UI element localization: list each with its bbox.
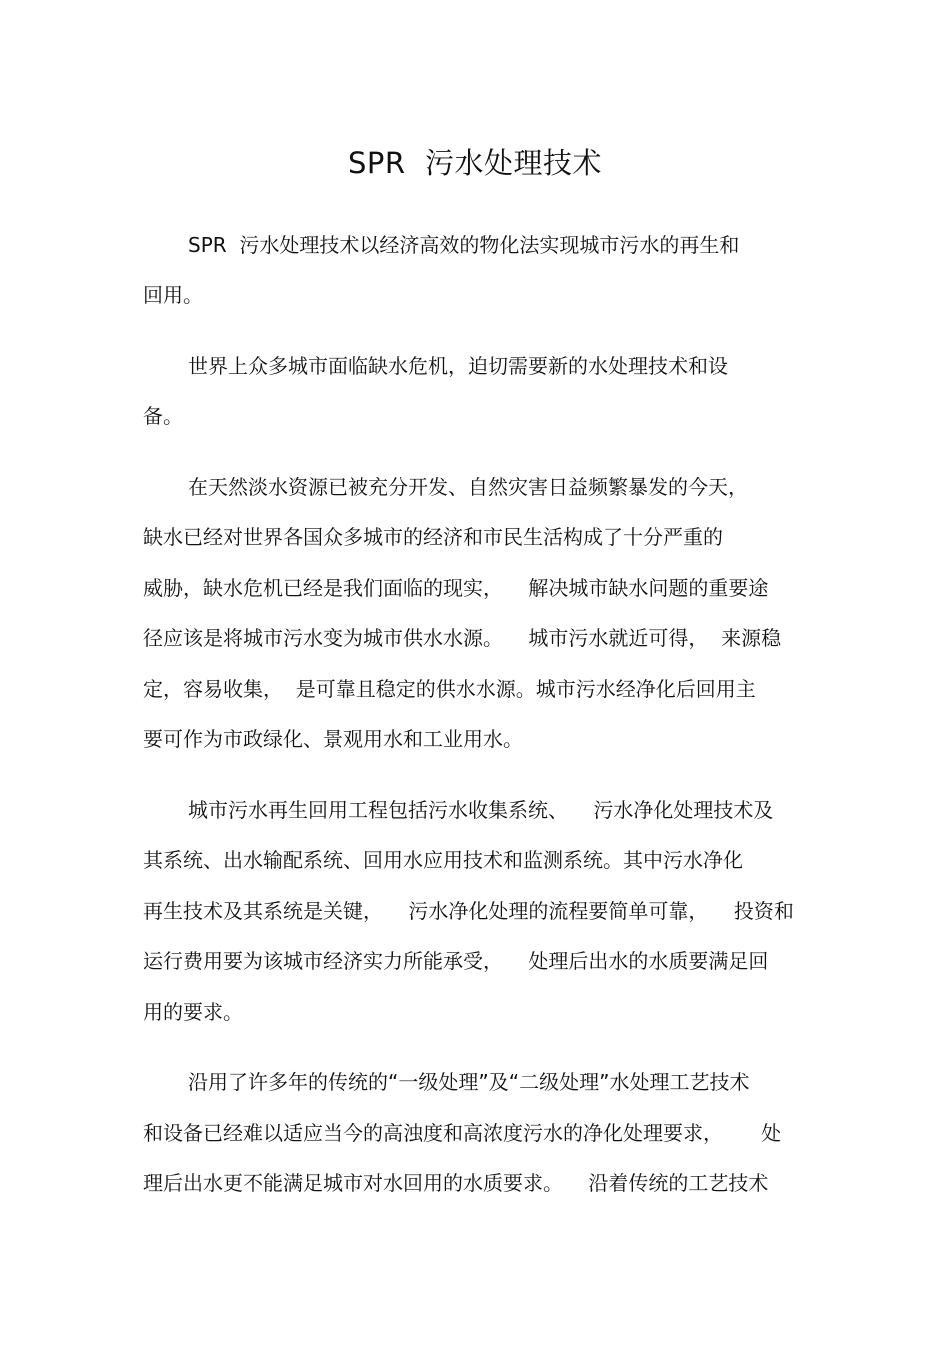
paragraph-4-line-3: 再生技术及其系统是关键， 污水净化处理的流程要简单可靠， 投资和 [143,899,794,923]
paragraph-4-line-4: 运行费用要为该城市经济实力所能承受， 处理后出水的水质要满足回 [143,949,769,973]
paragraph-3-line-1: 在天然淡水资源已被充分开发、自然灾害日益频繁暴发的今天， [188,475,748,499]
paragraph-3-line-3: 威胁，缺水危机已经是我们面临的现实， 解决城市缺水问题的重要途 [143,576,769,600]
paragraph-5-line-3: 理后出水更不能满足城市对水回用的水质要求。 沿着传统的工艺技术 [143,1171,769,1195]
paragraph-4-line-1: 城市污水再生回用工程包括污水收集系统、 污水净化处理技术及 [188,798,774,822]
paragraph-5-line-1: 沿用了许多年的传统的“一级处理”及“二级处理”水处理工艺技术 [188,1070,750,1094]
paragraph-3-line-5: 定，容易收集， 是可靠且稳定的供水水源。城市污水经净化后回用主 [143,677,756,701]
paragraph-4-line-2: 其系统、出水输配系统、回用水应用技术和监测系统。其中污水净化 [143,848,743,872]
paragraph-4-line-5: 用的要求。 [143,1000,243,1024]
paragraph-1-line-1: SPR 污水处理技术以经济高效的物化法实现城市污水的再生和 [188,233,740,257]
paragraph-5-line-2: 和设备已经难以适应当今的高浊度和高浓度污水的净化处理要求， 处 [143,1121,782,1145]
paragraph-3-line-2: 缺水已经对世界各国众多城市的经济和市民生活构成了十分严重的 [143,525,723,549]
paragraph-3-line-4: 径应该是将城市污水变为城市供水水源。 城市污水就近可得， 来源稳 [143,626,782,650]
document-title: SPR 污水处理技术 [348,146,602,180]
paragraph-2-line-2: 备。 [143,404,183,428]
paragraph-3-line-6: 要可作为市政绿化、景观用水和工业用水。 [143,727,523,751]
paragraph-1-line-2: 回用。 [143,283,203,307]
paragraph-2-line-1: 世界上众多城市面临缺水危机，迫切需要新的水处理技术和设 [188,354,728,378]
